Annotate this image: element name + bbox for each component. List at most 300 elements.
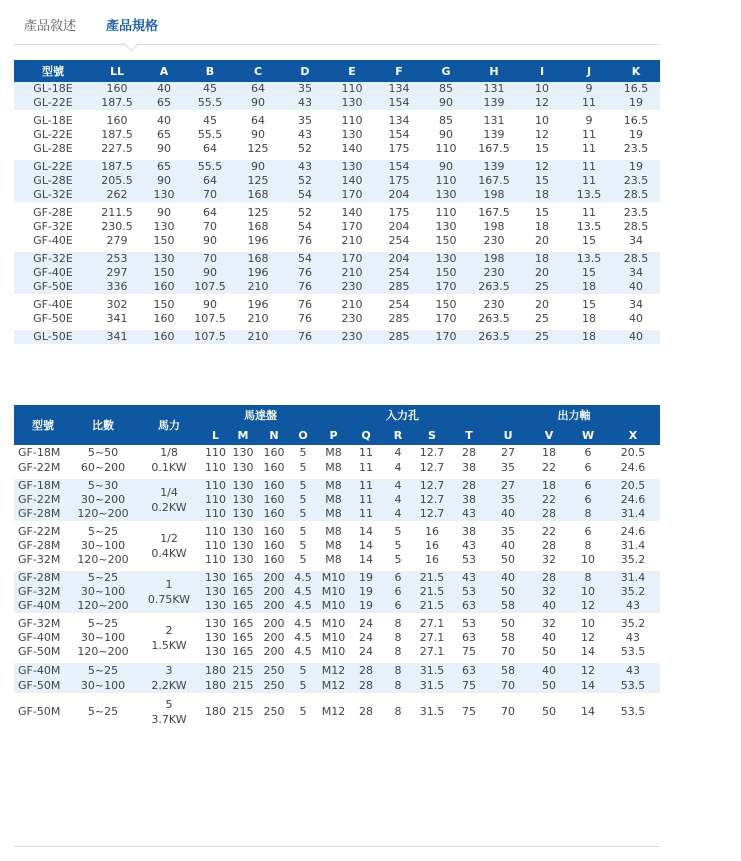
ratio-cell: 5~25	[72, 697, 134, 727]
value-cell: 5	[289, 678, 317, 693]
value-cell: 40	[488, 571, 528, 585]
value-cell: 24	[350, 631, 382, 645]
value-cell: 12	[570, 599, 606, 613]
value-cell: 139	[470, 160, 518, 174]
value-cell: 187.5	[92, 160, 142, 174]
value-cell: 336	[92, 280, 142, 294]
value-cell: 28	[528, 571, 570, 585]
value-cell: 210	[234, 280, 282, 294]
column-header: O	[289, 425, 317, 445]
value-cell: 18	[518, 220, 566, 234]
table-row	[14, 571, 660, 585]
value-cell: 170	[328, 252, 376, 266]
value-cell: 140	[328, 206, 376, 220]
value-cell: 10	[570, 553, 606, 567]
value-cell: 230	[470, 266, 518, 280]
value-cell: 150	[142, 266, 186, 280]
value-cell: 70	[488, 678, 528, 693]
value-cell: 40	[528, 663, 570, 678]
value-cell: 160	[142, 312, 186, 326]
value-cell: 130	[328, 96, 376, 110]
value-cell: 9	[566, 82, 612, 96]
tab-description[interactable]: 產品敘述	[24, 19, 77, 34]
model-cell: GF-28E	[14, 206, 92, 220]
value-cell: 8	[382, 645, 414, 659]
value-cell: 110	[205, 493, 226, 506]
value-cell: 140	[328, 174, 376, 188]
value-cell: 180	[205, 678, 226, 692]
value-cell: 110	[205, 507, 226, 520]
value-cell: 22	[528, 460, 570, 475]
value-cell: 16	[414, 539, 450, 553]
value-cell: 285	[376, 280, 422, 294]
model-cell: GF-22M	[14, 525, 72, 539]
value-cell: 204	[376, 188, 422, 202]
value-cell: 22	[528, 525, 570, 539]
value-cell: 170	[328, 220, 376, 234]
value-cell: 4.5	[289, 631, 317, 645]
value-cell: 35	[488, 493, 528, 507]
table-row	[14, 220, 660, 234]
value-cell: 180	[205, 663, 226, 677]
column-header: A	[142, 60, 186, 82]
value-cell: 230	[328, 280, 376, 294]
value-cell: 63	[450, 599, 488, 613]
value-cell: 130	[422, 220, 470, 234]
value-cell: 10	[570, 617, 606, 631]
value-cell: 90	[142, 174, 186, 188]
value-cell: 21.5	[414, 599, 450, 613]
value-cell: 27.1	[414, 645, 450, 659]
value-cell: 58	[488, 631, 528, 645]
value-cell: 9	[566, 114, 612, 128]
value-cell: 85	[422, 82, 470, 96]
value-cell: 55.5	[186, 160, 234, 174]
value-cell: 6	[382, 585, 414, 599]
ratio-cell: 30~100	[72, 539, 134, 553]
value-cell: 75	[450, 697, 488, 727]
value-cell: 160	[92, 82, 142, 96]
value-cell: 170	[422, 330, 470, 344]
value-cell: 341	[92, 330, 142, 344]
column-header: V	[528, 425, 570, 445]
ratio-cell: 30~100	[72, 678, 134, 693]
value-cell: 230	[470, 298, 518, 312]
value-cell: M10	[317, 631, 350, 645]
value-cell: 65	[142, 128, 186, 142]
value-cell: 130	[227, 493, 259, 507]
value-cell: M10	[317, 571, 350, 585]
value-cell: 6	[570, 460, 606, 475]
value-cell: 130	[227, 445, 259, 460]
value-cell: 35	[282, 82, 328, 96]
value-cell: 15	[566, 266, 612, 280]
power-hp: 1/4	[160, 486, 178, 499]
value-cell: 15	[518, 206, 566, 220]
model-cell: GF-50M	[14, 697, 72, 727]
value-cell: 110	[328, 82, 376, 96]
value-cell: 11	[350, 445, 382, 460]
value-cell: 130	[227, 539, 259, 553]
value-cell: 4	[382, 507, 414, 521]
value-cell: 15	[518, 174, 566, 188]
value-cell: M8	[317, 479, 350, 493]
value-cell: 139	[470, 128, 518, 142]
table-row	[14, 280, 660, 294]
value-cell: 23.5	[612, 142, 660, 156]
value-cell: 198	[470, 252, 518, 266]
ratio-cell: 5~25	[72, 525, 134, 539]
value-cell: 210	[234, 312, 282, 326]
value-cell: 150	[422, 234, 470, 248]
value-cell: 175	[376, 174, 422, 188]
model-cell: GF-50M	[14, 678, 72, 693]
ratio-cell: 120~200	[72, 645, 134, 659]
value-cell: M8	[317, 493, 350, 507]
table-row	[14, 460, 660, 475]
ratio-cell: 120~200	[72, 507, 134, 521]
value-cell: 4	[382, 445, 414, 460]
value-cell: 23.5	[612, 206, 660, 220]
value-cell: 4.5	[289, 617, 317, 631]
value-cell: 110	[205, 539, 226, 552]
table-header-row	[14, 405, 660, 425]
value-cell: 130	[142, 252, 186, 266]
value-cell: 27	[488, 479, 528, 493]
column-header: M	[227, 425, 259, 445]
value-cell: 130	[142, 188, 186, 202]
value-cell: 5	[289, 663, 317, 678]
value-cell: 200	[259, 631, 289, 645]
value-cell: M10	[317, 617, 350, 631]
value-cell: 165	[227, 571, 259, 585]
value-cell: 53.5	[606, 645, 660, 659]
power-hp: 3	[165, 664, 173, 677]
value-cell: 31.4	[606, 539, 660, 553]
value-cell: 110	[328, 114, 376, 128]
value-cell: 31.4	[606, 507, 660, 521]
model-cell: GL-18E	[14, 114, 92, 128]
value-cell: 160	[142, 330, 186, 344]
ratio-cell: 5~25	[72, 663, 134, 678]
value-cell: 19	[350, 571, 382, 585]
value-cell: 230	[470, 234, 518, 248]
table-row	[14, 663, 660, 678]
value-cell: 198	[470, 188, 518, 202]
value-cell: 130	[142, 220, 186, 234]
value-cell: 168	[234, 220, 282, 234]
value-cell: 50	[528, 697, 570, 727]
value-cell: 210	[328, 298, 376, 312]
value-cell: 28.5	[612, 252, 660, 266]
ratio-cell: 5~25	[72, 617, 134, 631]
model-cell: GF-40M	[14, 631, 72, 645]
value-cell: 11	[566, 128, 612, 142]
value-cell: 180	[204, 697, 227, 727]
value-cell: 31.4	[606, 571, 660, 585]
value-cell: 40	[142, 114, 186, 128]
value-cell: 90	[234, 96, 282, 110]
model-cell: GL-22E	[14, 128, 92, 142]
model-cell: GF-22M	[14, 460, 72, 475]
column-header: Q	[350, 425, 382, 445]
value-cell: 200	[259, 617, 289, 631]
model-cell: GL-32E	[14, 188, 92, 202]
value-cell: 14	[570, 645, 606, 659]
value-cell: 215	[227, 663, 259, 678]
value-cell: 6	[570, 525, 606, 539]
value-cell: M12	[317, 678, 350, 693]
header-model: 型號	[14, 405, 72, 445]
table-row	[14, 479, 660, 493]
power-hp: 2	[165, 624, 173, 637]
value-cell: 14	[570, 697, 606, 727]
value-cell: 165	[227, 617, 259, 631]
model-cell: GL-18E	[14, 82, 92, 96]
power-kw: 0.1KW	[151, 461, 187, 474]
value-cell: M8	[317, 525, 350, 539]
value-cell: 5	[382, 525, 414, 539]
value-cell: 5	[382, 539, 414, 553]
model-cell: GL-28E	[14, 142, 92, 156]
divider	[14, 846, 660, 847]
value-cell: 19	[612, 96, 660, 110]
value-cell: 20.5	[606, 479, 660, 493]
table-row	[14, 493, 660, 507]
value-cell: 65	[142, 160, 186, 174]
value-cell: 35	[282, 114, 328, 128]
value-cell: 76	[282, 266, 328, 280]
value-cell: 11	[566, 206, 612, 220]
value-cell: 154	[376, 96, 422, 110]
power-kw: 0.4KW	[151, 547, 187, 560]
value-cell: 76	[282, 298, 328, 312]
value-cell: 110	[205, 445, 226, 459]
value-cell: 254	[376, 234, 422, 248]
value-cell: 130	[205, 631, 226, 644]
model-cell: GF-40E	[14, 266, 92, 280]
value-cell: 76	[282, 280, 328, 294]
value-cell: 50	[488, 553, 528, 567]
value-cell: 64	[186, 174, 234, 188]
value-cell: 140	[328, 142, 376, 156]
header-power: 馬力	[134, 405, 204, 445]
header-ratio: 比數	[72, 405, 134, 445]
value-cell: 8	[382, 617, 414, 631]
value-cell: 15	[566, 298, 612, 312]
value-cell: 134	[376, 82, 422, 96]
value-cell: 285	[376, 330, 422, 344]
value-cell: 35	[488, 460, 528, 475]
value-cell: 45	[186, 82, 234, 96]
model-cell: GF-18M	[14, 479, 72, 493]
value-cell: 175	[376, 206, 422, 220]
value-cell: 34	[612, 298, 660, 312]
value-cell: 43	[450, 571, 488, 585]
value-cell: 90	[186, 298, 234, 312]
value-cell: 11	[350, 507, 382, 521]
column-header: J	[566, 60, 612, 82]
value-cell: 160	[259, 493, 289, 507]
value-cell: 130	[205, 585, 226, 598]
table-row	[14, 82, 660, 96]
power-kw: 2.2KW	[151, 679, 187, 692]
value-cell: 6	[382, 571, 414, 585]
value-cell: 65	[142, 96, 186, 110]
column-header: H	[470, 60, 518, 82]
value-cell: 130	[227, 479, 259, 493]
value-cell: 130	[422, 252, 470, 266]
tab-specifications[interactable]: 產品規格	[106, 19, 159, 34]
value-cell: 18	[518, 252, 566, 266]
ratio-cell: 30~100	[72, 585, 134, 599]
value-cell: 11	[350, 493, 382, 507]
value-cell: 160	[142, 280, 186, 294]
value-cell: M10	[317, 599, 350, 613]
value-cell: 20	[518, 234, 566, 248]
value-cell: 43	[450, 507, 488, 521]
column-header: B	[186, 60, 234, 82]
value-cell: 55.5	[186, 96, 234, 110]
value-cell: 24	[350, 617, 382, 631]
value-cell: 53.5	[606, 697, 660, 727]
value-cell: 40	[488, 507, 528, 521]
ratio-cell: 120~200	[72, 553, 134, 567]
value-cell: 198	[470, 220, 518, 234]
value-cell: 20	[518, 298, 566, 312]
value-cell: 131	[470, 82, 518, 96]
value-cell: 210	[328, 266, 376, 280]
value-cell: 200	[259, 645, 289, 659]
value-cell: 75	[450, 678, 488, 693]
value-cell: 43	[606, 631, 660, 645]
value-cell: 130	[227, 525, 259, 539]
table-row	[14, 599, 660, 613]
value-cell: 250	[259, 663, 289, 678]
value-cell: 15	[518, 142, 566, 156]
value-cell: 90	[422, 128, 470, 142]
table-row	[14, 330, 660, 344]
column-header: I	[518, 60, 566, 82]
value-cell: 130	[205, 645, 226, 658]
value-cell: 20	[518, 266, 566, 280]
value-cell: 28	[528, 507, 570, 521]
value-cell: 58	[488, 663, 528, 678]
value-cell: 130	[227, 507, 259, 521]
value-cell: 170	[328, 188, 376, 202]
value-cell: 43	[450, 539, 488, 553]
value-cell: 25	[518, 280, 566, 294]
value-cell: M12	[317, 697, 350, 727]
value-cell: 55.5	[186, 128, 234, 142]
value-cell: 130	[205, 599, 226, 612]
value-cell: 14	[350, 553, 382, 567]
ratio-cell: 5~50	[72, 445, 134, 460]
value-cell: 19	[612, 128, 660, 142]
value-cell: 125	[234, 142, 282, 156]
value-cell: M8	[317, 553, 350, 567]
value-cell: 31.5	[414, 678, 450, 693]
value-cell: 130	[227, 553, 259, 567]
value-cell: 205.5	[92, 174, 142, 188]
model-cell: GL-22E	[14, 96, 92, 110]
value-cell: 18	[566, 280, 612, 294]
value-cell: 168	[234, 188, 282, 202]
value-cell: 53	[450, 553, 488, 567]
value-cell: 196	[234, 234, 282, 248]
column-header: C	[234, 60, 282, 82]
value-cell: 196	[234, 298, 282, 312]
column-header: U	[488, 425, 528, 445]
value-cell: 43	[606, 599, 660, 613]
value-cell: 8	[570, 571, 606, 585]
value-cell: 110	[205, 460, 226, 474]
value-cell: 254	[376, 298, 422, 312]
value-cell: 28	[350, 697, 382, 727]
value-cell: 165	[227, 599, 259, 613]
value-cell: 12	[518, 160, 566, 174]
value-cell: 43	[282, 96, 328, 110]
value-cell: 170	[422, 280, 470, 294]
value-cell: 4.5	[289, 645, 317, 659]
power-hp: 1/8	[160, 446, 178, 459]
value-cell: 4	[382, 479, 414, 493]
model-cell: GF-32M	[14, 585, 72, 599]
value-cell: 70	[186, 188, 234, 202]
value-cell: 64	[234, 82, 282, 96]
power-hp: 1/2	[160, 532, 178, 545]
value-cell: 11	[566, 96, 612, 110]
spec-table-m-series	[14, 405, 660, 727]
table-row	[14, 585, 660, 599]
value-cell: 50	[488, 585, 528, 599]
value-cell: 8	[382, 631, 414, 645]
table-row	[14, 252, 660, 266]
value-cell: 167.5	[470, 174, 518, 188]
value-cell: 52	[282, 174, 328, 188]
value-cell: 5	[289, 553, 317, 567]
value-cell: 16	[414, 525, 450, 539]
value-cell: 4.5	[289, 599, 317, 613]
column-header: T	[450, 425, 488, 445]
column-header: F	[376, 60, 422, 82]
value-cell: 160	[259, 507, 289, 521]
value-cell: 125	[234, 174, 282, 188]
column-header: LL	[92, 60, 142, 82]
model-cell: GF-18M	[14, 445, 72, 460]
value-cell: 90	[142, 206, 186, 220]
column-header: E	[328, 60, 376, 82]
value-cell: 38	[450, 460, 488, 475]
value-cell: 70	[186, 220, 234, 234]
value-cell: 230	[328, 330, 376, 344]
model-cell: GF-22M	[14, 493, 72, 507]
value-cell: 34	[612, 266, 660, 280]
value-cell: 70	[186, 252, 234, 266]
value-cell: 107.5	[186, 312, 234, 326]
value-cell: 110	[422, 206, 470, 220]
value-cell: 131	[470, 114, 518, 128]
value-cell: 285	[376, 312, 422, 326]
table-row	[14, 697, 660, 727]
ratio-cell: 120~200	[72, 599, 134, 613]
power-cell	[134, 617, 204, 659]
value-cell: 63	[450, 663, 488, 678]
value-cell: 28	[350, 663, 382, 678]
value-cell: 4.5	[289, 571, 317, 585]
value-cell: 10	[518, 82, 566, 96]
value-cell: 35.2	[606, 553, 660, 567]
